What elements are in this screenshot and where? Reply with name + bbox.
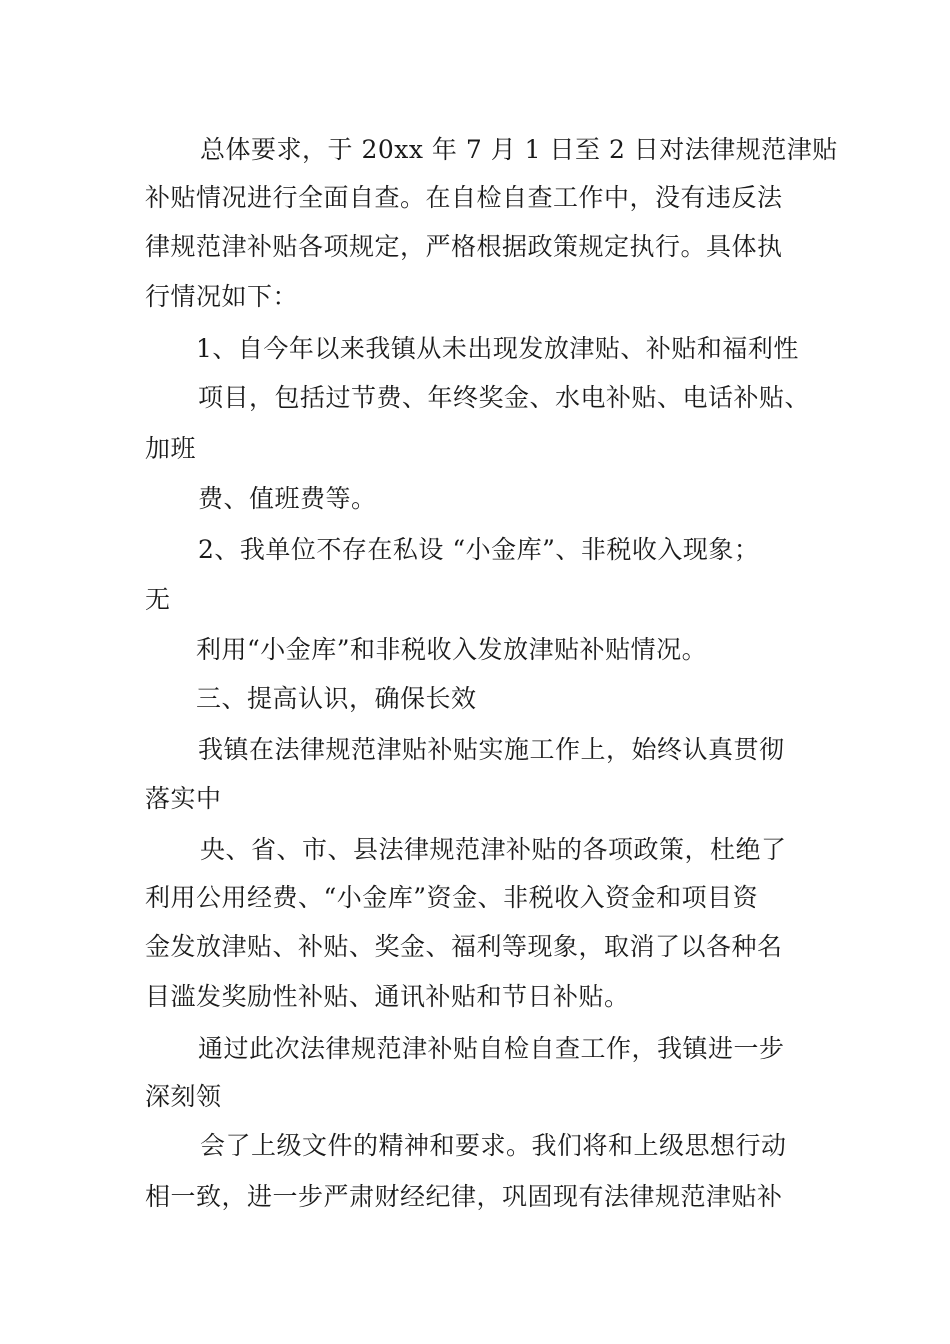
text-line: 项目，包括过节费、年终奖金、水电补贴、电话补贴、 <box>198 383 811 412</box>
text-line: 费、值班费等。 <box>198 484 377 513</box>
text-line: 我镇在法律规范津贴补贴实施工作上，始终认真贯彻 <box>198 735 785 764</box>
text-line: 相一致，进一步严肃财经纪律，巩固现有法律规范津贴补 <box>145 1182 783 1211</box>
text-line: 会了上级文件的精神和要求。我们将和上级思想行动 <box>200 1131 787 1160</box>
text-line: 通过此次法律规范津补贴自检自查工作，我镇进一步 <box>198 1034 785 1063</box>
text-line: 行情况如下： <box>145 282 299 311</box>
text-line: 总体要求，于 20xx 年 7 月 1 日至 2 日对法律规范津贴 <box>200 135 838 164</box>
text-line: 补贴情况进行全面自查。在自检自查工作中，没有违反法 <box>145 183 783 212</box>
text-line: 央、省、市、县法律规范津补贴的各项政策，杜绝了 <box>200 835 787 864</box>
text-line: 利用“小金库”和非税收入发放津贴补贴情况。 <box>196 635 708 664</box>
section-heading: 三、提高认识，确保长效 <box>196 684 477 713</box>
text-line: 落实中 <box>145 784 222 813</box>
text-line: 目滥发奖励性补贴、通讯补贴和节日补贴。 <box>145 982 630 1011</box>
text-line: 深刻领 <box>145 1082 222 1111</box>
text-line: 利用公用经费、“小金库”资金、非税收入资金和项目资 <box>145 883 759 912</box>
text-line: 2、我单位不存在私设 “小金库”、非税收入现象； <box>198 535 760 564</box>
text-line: 无 <box>145 585 171 614</box>
text-line: 金发放津贴、补贴、奖金、福利等现象，取消了以各种名 <box>145 932 783 961</box>
text-line: 律规范津补贴各项规定，严格根据政策规定执行。具体执 <box>145 232 783 261</box>
text-line: 1、自今年以来我镇从未出现发放津贴、补贴和福利性 <box>196 334 799 363</box>
text-line: 加班 <box>145 434 197 463</box>
